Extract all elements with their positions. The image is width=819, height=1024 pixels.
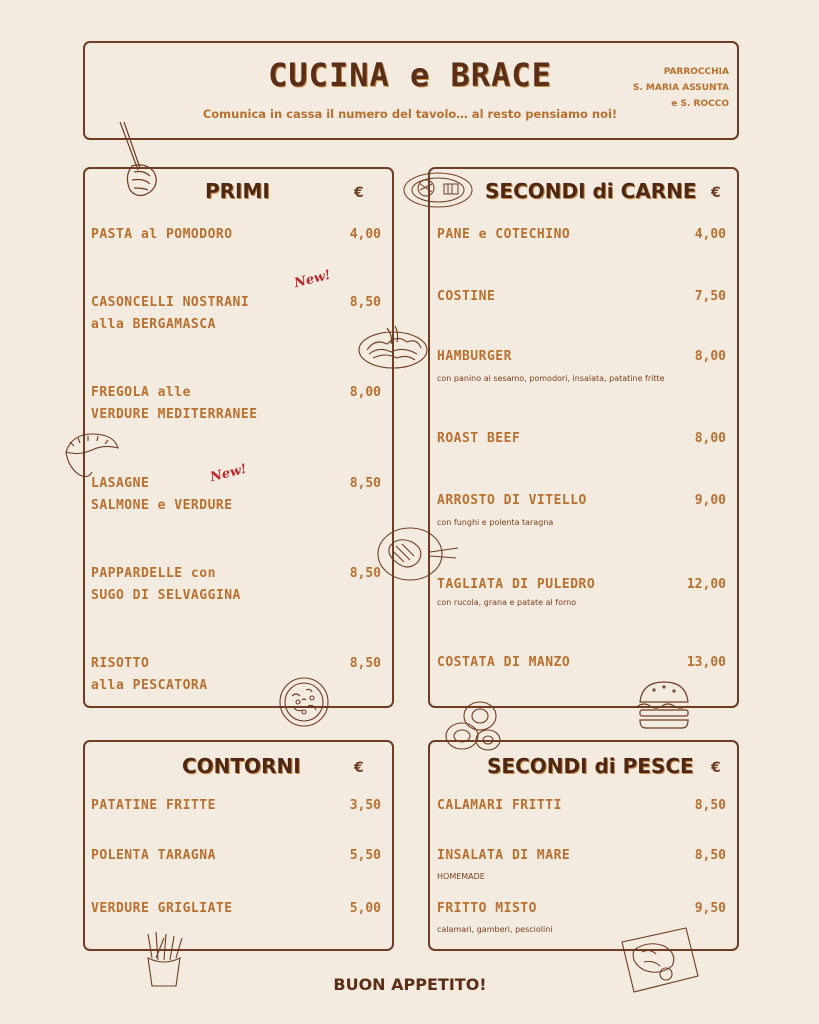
fried-fish-plate-icon [614,922,704,998]
carne-price-1: 4,00 [694,227,726,242]
primi-title: PRIMI [205,179,270,203]
carne-price-3: 8,00 [694,349,726,364]
primi-item-5-line-1: PAPPARDELLE con [91,566,216,581]
new-badge-lasagne: New! [208,461,249,486]
primi-item-4-line-2: SALMONE e VERDURE [91,498,233,513]
spaghetti-plate-icon [357,322,429,372]
primi-item-1: PASTA al POMODORO [91,227,233,242]
restaurant-title: CUCINA e BRACE [268,56,552,94]
carne-item-5: ARROSTO DI VITELLO [437,493,587,508]
pesce-item-3: FRITTO MISTO [437,901,537,916]
secondi-pesce-currency: € [711,760,721,776]
carne-note-5: con funghi e polenta taragna [437,518,554,527]
carne-price-2: 7,50 [694,289,726,304]
steak-plate-icon [374,522,460,584]
contorni-price-2: 5,50 [349,848,381,863]
contorni-title: CONTORNI [182,754,301,778]
pesce-note-3: calamari, gamberi, pesciolini [437,925,553,934]
primi-item-6-line-1: RISOTTO [91,656,150,671]
new-badge-casoncelli: New! [292,267,333,292]
primi-item-6-line-2: alla PESCATORA [91,678,208,693]
primi-box [83,167,394,708]
contorni-price-3: 5,00 [349,901,381,916]
pesce-item-2: INSALATA DI MARE [437,848,571,863]
carne-item-6: TAGLIATA DI PULEDRO [437,577,596,592]
primi-price-6: 8,50 [349,656,381,671]
secondi-carne-currency: € [711,185,721,201]
primi-price-4: 8,50 [349,476,381,491]
pesce-note-2: HOMEMADE [437,872,485,881]
parish-label [610,64,729,112]
carne-note-3: con panino al sesamo, pomodori, insalata, patatine fritte [437,374,665,383]
carne-item-1: PANE e COTECHINO [437,227,571,242]
primi-currency: € [354,185,364,201]
onion-rings-icon [440,694,510,762]
carne-item-4: ROAST BEEF [437,431,521,446]
primi-item-3-line-1: FREGOLA alle [91,385,191,400]
contorni-currency: € [354,760,364,776]
carne-price-5: 9,00 [694,493,726,508]
primi-price-5: 8,50 [349,566,381,581]
primi-item-4-line-1: LASAGNE [91,476,150,491]
dumpling-icon [60,430,120,482]
pesce-item-1: CALAMARI FRITTI [437,798,562,813]
pesce-price-1: 8,50 [694,798,726,813]
fork-pasta-icon [112,120,172,206]
secondi-pesce-title: SECONDI di PESCE [487,754,694,778]
header-subtitle: Comunica in cassa il numero del tavolo… al resto pensiamo noi! [202,107,618,121]
contorni-item-2: POLENTA TARAGNA [91,848,216,863]
primi-price-1: 4,00 [349,227,381,242]
paella-icon [278,676,330,728]
carne-note-6: con rucola, grana e patate al forno [437,598,577,607]
primi-item-2-line-1: CASONCELLI NOSTRANI [91,295,250,310]
contorni-item-3: VERDURE GRIGLIATE [91,901,233,916]
contorni-price-1: 3,50 [349,798,381,813]
carne-item-2: COSTINE [437,289,496,304]
primi-item-2-line-2: alla BERGAMASCA [91,317,216,332]
primi-item-5-line-2: SUGO DI SELVAGGINA [91,588,241,603]
primi-item-3-line-2: VERDURE MEDITERRANEE [91,407,258,422]
contorni-item-1: PATATINE FRITTE [91,798,216,813]
carne-item-3: HAMBURGER [437,349,512,364]
primi-price-2: 8,50 [349,295,381,310]
secondi-carne-title: SECONDI di CARNE [485,179,697,203]
carne-price-4: 8,00 [694,431,726,446]
waffle-plate-icon [402,170,474,210]
carne-price-7: 13,00 [686,655,726,670]
primi-price-3: 8,00 [349,385,381,400]
pesce-price-3: 9,50 [694,901,726,916]
footer-text: BUON APPETITO! [333,975,487,994]
parish-line-2: S. MARIA ASSUNTA [632,83,729,93]
parish-line-3: e S. ROCCO [671,99,729,109]
pesce-price-2: 8,50 [694,848,726,863]
carne-item-7: COSTATA DI MANZO [437,655,571,670]
fries-icon [138,928,190,990]
parish-line-1: PARROCCHIA [663,67,729,77]
carne-price-6: 12,00 [686,577,726,592]
burger-icon [634,678,694,732]
